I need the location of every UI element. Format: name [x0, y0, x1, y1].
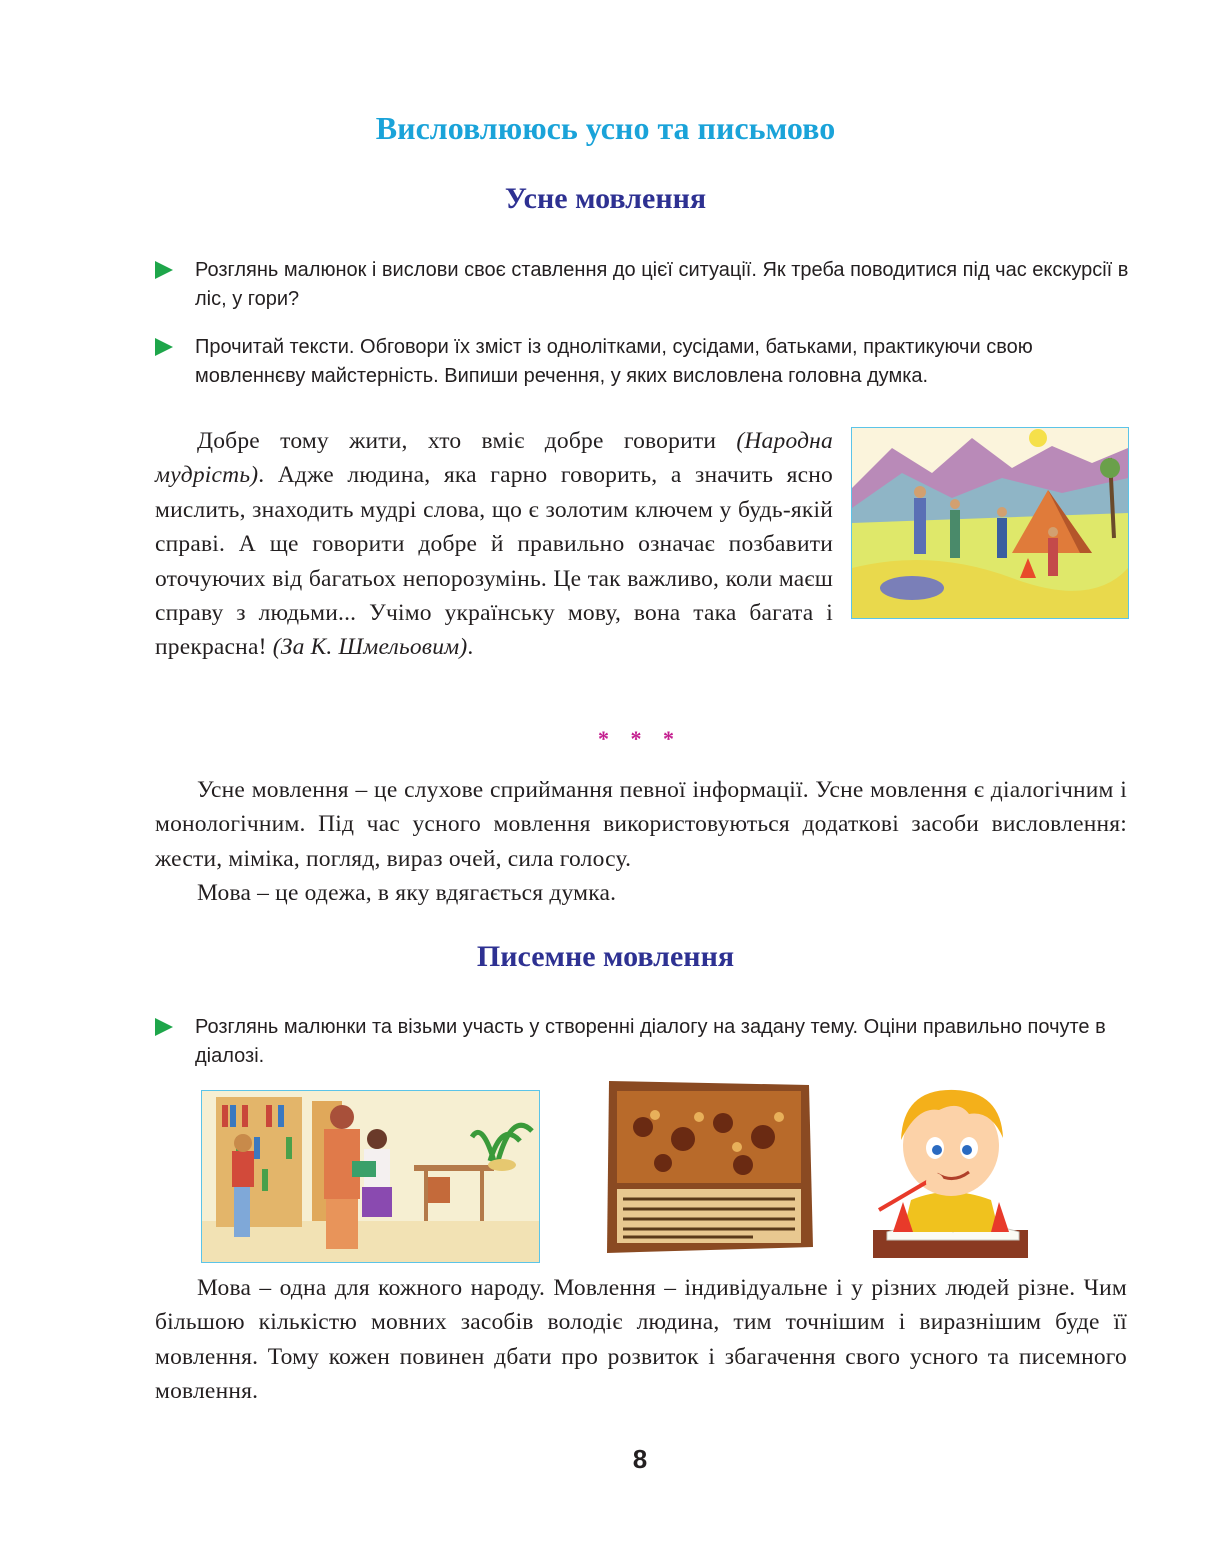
bullet-arrow-icon: [155, 1018, 173, 1036]
bullet-arrow-icon: [155, 261, 173, 279]
library-illustration: [201, 1090, 540, 1263]
boy-writing-illustration: [873, 1080, 1028, 1258]
section-heading-written-speech: Писемне мовлення: [476, 940, 735, 973]
task-text: Розглянь малюнок і вислови своє ставлення до цієї ситуації. Як треба поводитися під час екскурсії в ліс, у гори?: [195, 259, 1129, 310]
source-citation: (За К. Шмельовим): [272, 634, 468, 661]
page-number: 8: [632, 1444, 648, 1474]
task-item: [155, 1013, 1130, 1071]
ancient-manuscript-illustration: [603, 1077, 816, 1255]
paragraph: Мова – одна для кожного народу. Мовлення – індивідуальне і у різних людей різне. Чим більшою кількістю мовних засобів володіє людина, тим точнішим і виразнішим буде її мовлення. Тому кожен повинен дбати про розвиток і збагачення свого усного та писемного мовлення.: [155, 1275, 1127, 1405]
paragraph: Мова – це одежа, в яку вдягається думка.: [197, 880, 617, 907]
section-heading-oral-speech: Усне мовлення: [504, 182, 707, 215]
page-title: Висловлююсь усно та письмово: [375, 110, 836, 146]
task-item: [155, 256, 1130, 314]
task-item: [155, 333, 1130, 391]
reading-text-3: [155, 1271, 1127, 1409]
task-text: Розглянь малюнки та візьми участь у створенні діалогу на задану тему. Оціни правильно почуте в діалозі.: [195, 1016, 1106, 1067]
reading-text-2: [155, 773, 1127, 911]
reading-text-1: [155, 424, 833, 665]
bullet-arrow-icon: [155, 338, 173, 356]
text-segment: .: [467, 634, 474, 661]
camping-illustration: [851, 427, 1129, 619]
section-separator: * * *: [598, 726, 682, 751]
source-citation: (Народна мудрість): [155, 428, 833, 489]
task-text: Прочитай тексти. Обговори їх зміст із однолітками, сусідами, батьками, практикуючи свою мовленнєву майстерність. Випиши речення, у яких висловлена головна думка.: [195, 336, 1033, 387]
paragraph: Усне мовлення – це слухове сприймання певної інформації. Усне мовлення є діалогічним і монологічним. Під час усного мовлення використовуються додаткові засоби висловлення: жести, міміка, погляд, вираз очей, сила голосу.: [155, 777, 1127, 872]
text-segment: . Адже людина, яка гарно говорить, а значить ясно мислить, знаходить мудрі слова, що є золотим ключем у будь-якій справі. А ще говорити добре й правильно означає позбавити оточуючих від багатьох непорозумінь. Це так важливо, коли маєш справу з людьми... Учімо українську мову, вона така багата і прекрасна!: [155, 462, 833, 661]
text-segment: Добре тому жити, хто вміє добре говорити: [197, 428, 737, 454]
